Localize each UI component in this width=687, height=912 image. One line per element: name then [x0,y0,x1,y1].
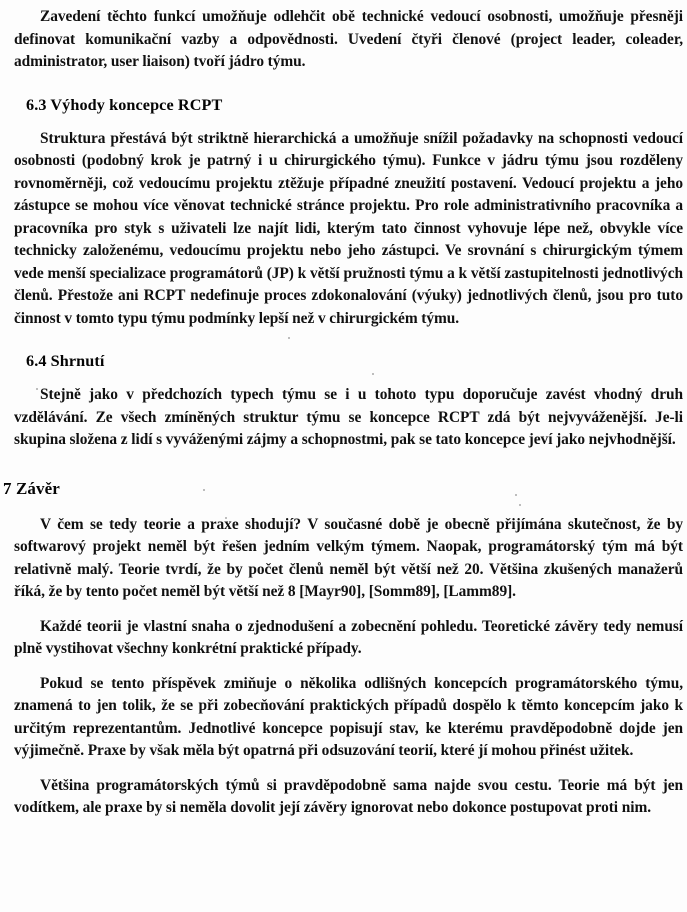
vertical-spacer [14,604,683,616]
vertical-spacer [14,330,683,350]
vertical-spacer [14,372,683,384]
vertical-spacer [14,452,683,478]
section-6-3-paragraph: Struktura přestává být striktně hierarchická a umožňuje snížil požadavky na schopnosti vedoucí osobnosti (podobný krok je patrný i u chirurgického týmu). Funkce v jádru týmu jsou rozděleny rovnoměrněji, což vedoucímu projektu ztěžuje případné zneužití postavení. Vedoucí projektu a jeho zástupce se mohou více věnovat technické stránce projektu. Pro role administrativního pracovníka a pracovníka pro styk s uživateli lze najít lidi, kterým tato činnost vyhovuje lépe než, obvykle více technicky založenému, vedoucímu projektu nebo jeho zástupci. Ve srovnání s chirurgickým týmem vede menší specializace programátorů (JP) k větší pružnosti týmu a k větší zastupitelnosti jednotlivých členů. Přestože ani RCPT nedefinuje proces zdokonalování (výuky) jednotlivých členů, jsou pro tuto činnost v tomto typu týmu podmínky lepší než v chirurgickém týmu. [14,129,683,327]
conclusion-paragraph-3: Pokud se tento příspěvek zmiňuje o několika odlišných koncepcích programátorského týmu, znamená to jen tolik, že se při zobecňování praktických případů dospělo k těmto koncepcím jako k určitým reprezentantům. Jednotlivé koncepce popisují stav, ke kterému pravděpodobně dojde jen výjimečně. Praxe by však měla být opatrná při odsuzování teorií, které jí mohou přinést užitek. [14,674,683,759]
page-text-block [3,6,683,820]
conclusion-paragraph-2: Každé teorii je vlastní snaha o zjednodušení a zobecnění pohledu. Teoretické závěry tedy nemusí plně vystihovat všechny konkrétní praktické případy. [14,617,683,657]
vertical-spacer [14,763,683,775]
vertical-spacer [14,116,683,128]
heading-6-3: 6.3 Výhody koncepce RCPT [26,95,223,114]
section-6-4-paragraph: Stejně jako v předchozích typech týmu se i u tohoto typu doporučuje zavést vhodný druh vzdělávání. Ze všech zmíněných struktur týmu se koncepce RCPT zdá být nejvyváženější. Je-li skupina složena z lidí s vyváženými zájmy a schopnostmi, pak se tato koncepce jeví jako nejvhodnější. [14,386,683,448]
conclusion-paragraph-4: Většina programátorských týmů si pravděpodobně sama najde svou cestu. Teorie má být jen vodítkem, ale praxe by si neměla dovolit její závěry ignorovat nebo dokonce postupovat proti nim. [14,776,683,816]
vertical-spacer [14,500,683,514]
heading-7-zaver: 7 Závěr [3,478,60,498]
vertical-spacer [14,74,683,94]
heading-6-4: 6.4 Shrnutí [26,352,105,370]
vertical-spacer [14,661,683,673]
intro-paragraph: Zavedení těchto funkcí umožňuje odlehčit obě technické vedoucí osobnosti, umožňuje přesněji definovat komunikační vazby a odpovědnosti. Uvedení čtyři členové (project leader, coleader, administrator, user liaison) tvoří jádro týmu. [14,8,683,70]
conclusion-paragraph-1: V čem se tedy teorie a praxe shodují? V současné době je obecně přijímána skutečnost, že by softwarový projekt neměl být řešen jedním velkým týmem. Naopak, programátorský tým má být relativně malý. Teorie tvrdí, že by počet členů neměl být větší než 20. Většina zkušených manažerů říká, že by tento počet neměl být větší než 8 [Mayr90], [Somm89], [Lamm89]. [14,515,683,600]
